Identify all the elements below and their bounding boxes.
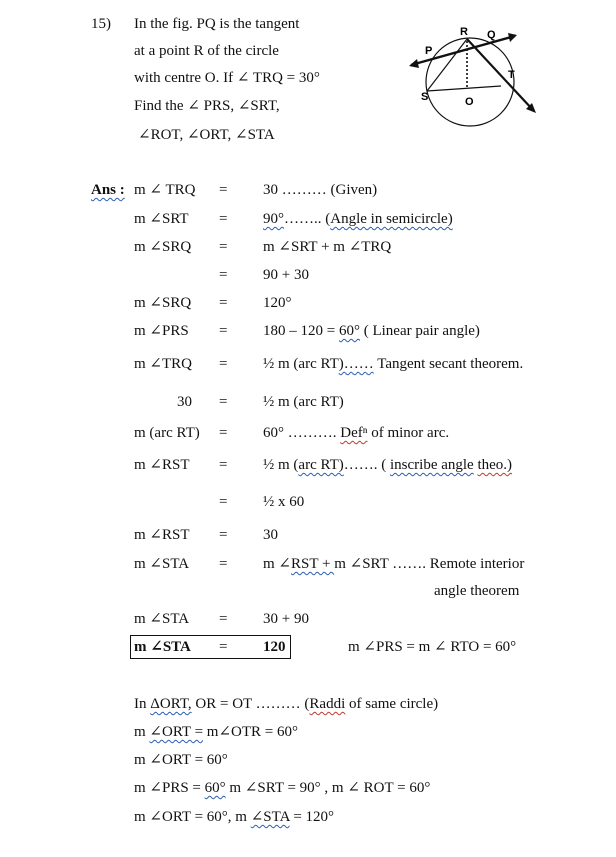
- final-rhs: 120: [263, 639, 286, 655]
- rhs-part: theo.): [477, 457, 513, 473]
- row-rhs: [263, 355, 523, 373]
- final-lhs: m ∠STA: [134, 639, 191, 655]
- label-t: T: [508, 69, 515, 81]
- row-rhs: [263, 555, 524, 573]
- row-rhs: [263, 424, 449, 442]
- rhs-part: …….. (: [284, 211, 331, 227]
- label-p: P: [425, 45, 433, 57]
- question-line-4: Find the ∠ PRS, ∠SRT,: [134, 98, 280, 114]
- rhs-part: 180 – 120 =: [263, 323, 339, 339]
- rhs-part: Defⁿ: [340, 425, 368, 441]
- tail-part: ΔORT,: [150, 696, 192, 712]
- row-equals: =: [219, 527, 228, 543]
- row-equals: =: [219, 425, 228, 441]
- rhs-part: arc RT): [298, 457, 344, 473]
- rhs-part: ……. (: [343, 457, 390, 473]
- row-equals: =: [219, 394, 228, 410]
- rhs-part: m ∠: [263, 556, 291, 572]
- tail-part: m ∠SRT = 90° , m ∠ ROT = 60°: [225, 780, 431, 796]
- label-o: O: [465, 96, 474, 108]
- tail-part: of same circle): [345, 696, 439, 712]
- tail-part: ∠STA: [250, 809, 290, 825]
- circle: [426, 38, 514, 126]
- question-line-3: with centre O. If ∠ TRQ = 30°: [134, 70, 320, 86]
- label-q: Q: [487, 29, 496, 41]
- question-line-2: at a point R of the circle: [134, 43, 279, 59]
- row-equals: =: [219, 211, 228, 227]
- row-equals: =: [219, 295, 228, 311]
- rhs-part: ½ m (: [263, 457, 299, 473]
- chord-rs: [427, 39, 467, 91]
- tail-line-2: [134, 723, 298, 741]
- row-rhs: ½ m (arc RT): [263, 394, 344, 410]
- tail-part: In: [134, 696, 151, 712]
- row-rhs-continuation: angle theorem: [434, 583, 520, 599]
- rhs-part: ½ m (arc RT: [263, 356, 339, 372]
- question-line-5: ∠ROT, ∠ORT, ∠STA: [138, 127, 275, 143]
- row-equals: =: [219, 182, 228, 198]
- rhs-part: inscribe angle: [390, 457, 474, 473]
- tail-line-1: [134, 695, 438, 713]
- rhs-part: 90°: [263, 211, 284, 227]
- row-rhs: 30 + 90: [263, 611, 309, 627]
- row-equals: =: [219, 356, 228, 372]
- answer-label: Ans :: [91, 182, 125, 198]
- row-lhs: m ∠SRT: [134, 211, 189, 227]
- row-lhs: m ∠RST: [134, 527, 190, 543]
- final-extra: m ∠PRS = m ∠ RTO = 60°: [348, 639, 517, 655]
- row-equals: =: [219, 556, 228, 572]
- rhs-part: RST +: [291, 556, 335, 572]
- tail-part: OR = OT ……… (: [191, 696, 310, 712]
- rhs-part: m ∠SRT ……. Remote interior: [334, 556, 525, 572]
- tail-part: m: [134, 724, 150, 740]
- row-lhs: m ∠SRQ: [134, 239, 192, 255]
- row-lhs: m ∠SRQ: [134, 295, 192, 311]
- tail-part: m ∠PRS =: [134, 780, 205, 796]
- row-rhs: 90 + 30: [263, 267, 309, 283]
- tail-line-4: [134, 779, 430, 797]
- arrow-p: [409, 59, 419, 68]
- tail-part: m∠OTR = 60°: [203, 724, 298, 740]
- tail-line-5: [134, 808, 334, 826]
- question-number: 15): [91, 16, 111, 32]
- question-line-1: In the fig. PQ is the tangent: [134, 16, 300, 32]
- row-equals: =: [219, 494, 228, 510]
- row-equals: =: [219, 323, 228, 339]
- rhs-part: Angle in semicircle): [330, 211, 453, 227]
- label-s: S: [421, 91, 429, 103]
- row-rhs: [263, 210, 453, 228]
- row-rhs: 30: [263, 527, 278, 543]
- row-equals: =: [219, 611, 228, 627]
- rhs-part: 60° ……….: [263, 425, 341, 441]
- row-lhs: m ∠PRS: [134, 323, 189, 339]
- row-lhs: m ∠ TRQ: [134, 182, 196, 198]
- arrow-q: [508, 33, 517, 42]
- row-rhs: 120°: [263, 295, 292, 311]
- row-rhs: 30 ……… (Given): [263, 182, 378, 198]
- row-equals: =: [219, 267, 228, 283]
- tail-part: = 120°: [289, 809, 335, 825]
- rhs-part: ( Linear pair angle): [359, 323, 480, 339]
- row-lhs: m ∠STA: [134, 611, 190, 627]
- row-rhs: [263, 322, 480, 340]
- tail-part: ∠ORT =: [149, 724, 204, 740]
- tail-part: 60°: [204, 780, 226, 796]
- tail-line-3: m ∠ORT = 60°: [134, 752, 228, 768]
- tail-part: Raddi: [309, 696, 346, 712]
- rhs-part: 60°: [338, 323, 360, 339]
- final-equals: =: [219, 639, 228, 655]
- row-lhs: m ∠RST: [134, 457, 190, 473]
- row-lhs: 30: [177, 394, 192, 410]
- chord-st: [427, 86, 501, 91]
- label-r: R: [460, 26, 468, 38]
- row-rhs: [263, 456, 512, 474]
- row-rhs: ½ x 60: [263, 494, 305, 510]
- rhs-part: of minor arc.: [367, 425, 450, 441]
- rhs-part: )……: [338, 356, 374, 372]
- row-rhs: m ∠SRT + m ∠TRQ: [263, 239, 392, 255]
- rhs-part: Tangent secant theorem.: [373, 356, 524, 372]
- tail-part: m ∠ORT = 60°, m: [134, 809, 251, 825]
- circle-tangent-figure: [405, 22, 540, 132]
- row-lhs: m ∠TRQ: [134, 356, 192, 372]
- row-equals: =: [219, 239, 228, 255]
- row-lhs: m (arc RT): [134, 425, 200, 441]
- row-equals: =: [219, 457, 228, 473]
- row-lhs: m ∠STA: [134, 556, 190, 572]
